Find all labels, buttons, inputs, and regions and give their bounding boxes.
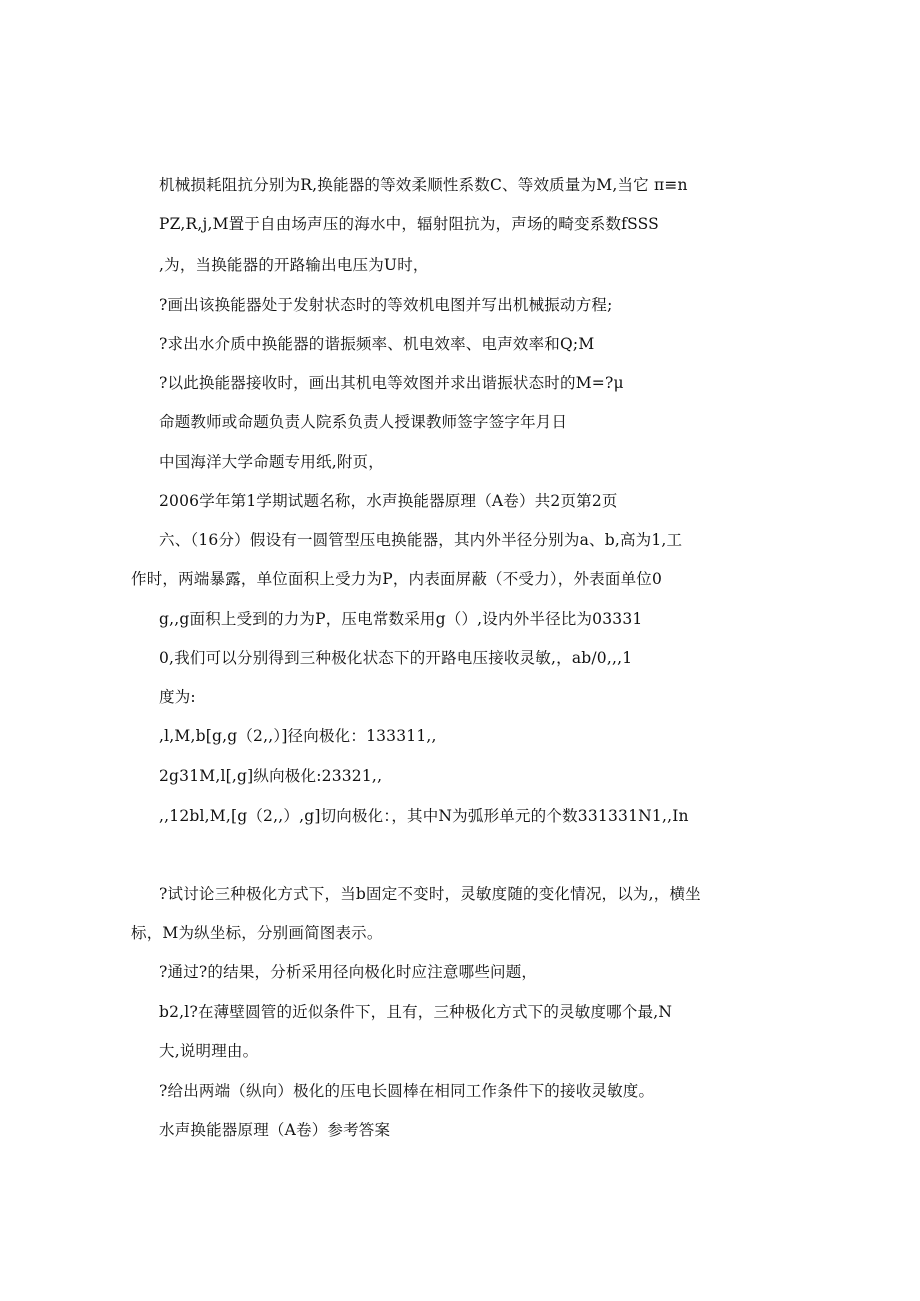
text-line-20: ?通过?的结果，分析采用径向极化时应注意哪些问题， bbox=[159, 963, 538, 981]
text-line-21: b2,l?在薄壁圆管的近似条件下，且有，三种极化方式下的灵敏度哪个最,N bbox=[159, 1003, 673, 1021]
text-line-12: g,,g面积上受到的力为P，压电常数采用g（）,设内外半径比为03331 bbox=[159, 610, 643, 628]
text-line-18: ?试讨论三种极化方式下，当b固定不变时，灵敏度随的变化情况，以为,，横坐 bbox=[159, 885, 701, 903]
text-line-4: ?画出该换能器处于发射状态时的等效机电图并写出机械振动方程; bbox=[159, 296, 613, 314]
text-line-10: 六、（16分）假设有一圆管型压电换能器，其内外半径分别为a、b,高为1,工 bbox=[159, 531, 683, 549]
text-line-9: 2006学年第1学期试题名称，水声换能器原理（A卷）共2页第2页 bbox=[159, 492, 618, 510]
text-line-19: 标，M为纵坐标，分别画简图表示。 bbox=[131, 924, 383, 942]
text-line-5: ?求出水介质中换能器的谐振频率、机电效率、电声效率和Q;M bbox=[159, 335, 595, 353]
text-line-8: 中国海洋大学命题专用纸,附页， bbox=[159, 453, 384, 471]
text-line-6: ?以此换能器接收时，画出其机电等效图并求出谐振状态时的M=?μ bbox=[159, 374, 624, 392]
text-line-7: 命题教师或命题负责人院系负责人授课教师签字签字年月日 bbox=[159, 413, 568, 431]
text-line-13: 0,我们可以分别得到三种极化状态下的开路电压接收灵敏,，ab/0,,,1 bbox=[159, 649, 633, 667]
text-line-14: 度为: bbox=[159, 688, 196, 706]
text-line-17: ,,12bl,M,[g（2,,）,g]切向极化：，其中N为弧形单元的个数331331N1,,In bbox=[159, 807, 689, 825]
text-line-2: PZ,R,j,M置于自由场声压的海水中，辐射阻抗为，声场的畸变系数fSSS bbox=[159, 215, 660, 233]
text-line-16: 2g31M,l[,g]纵向极化:23321,, bbox=[159, 767, 383, 785]
text-line-22: 大,说明理由。 bbox=[159, 1042, 259, 1060]
text-line-3: ,为，当换能器的开路输出电压为U时， bbox=[159, 256, 429, 274]
text-line-24: 水声换能器原理（A卷）参考答案 bbox=[159, 1121, 391, 1139]
text-line-1: 机械损耗阻抗分别为R,换能器的等效柔顺性系数C、等效质量为M,当它 π≡n bbox=[159, 176, 688, 194]
text-line-11: 作时，两端暴露，单位面积上受力为P，内表面屏蔽（不受力），外表面单位0 bbox=[131, 570, 663, 588]
text-line-15: ,l,M,b[g,g（2,,）]径向极化：133311,, bbox=[159, 727, 437, 745]
text-line-23: ?给出两端（纵向）极化的压电长圆棒在相同工作条件下的接收灵敏度。 bbox=[159, 1082, 655, 1100]
